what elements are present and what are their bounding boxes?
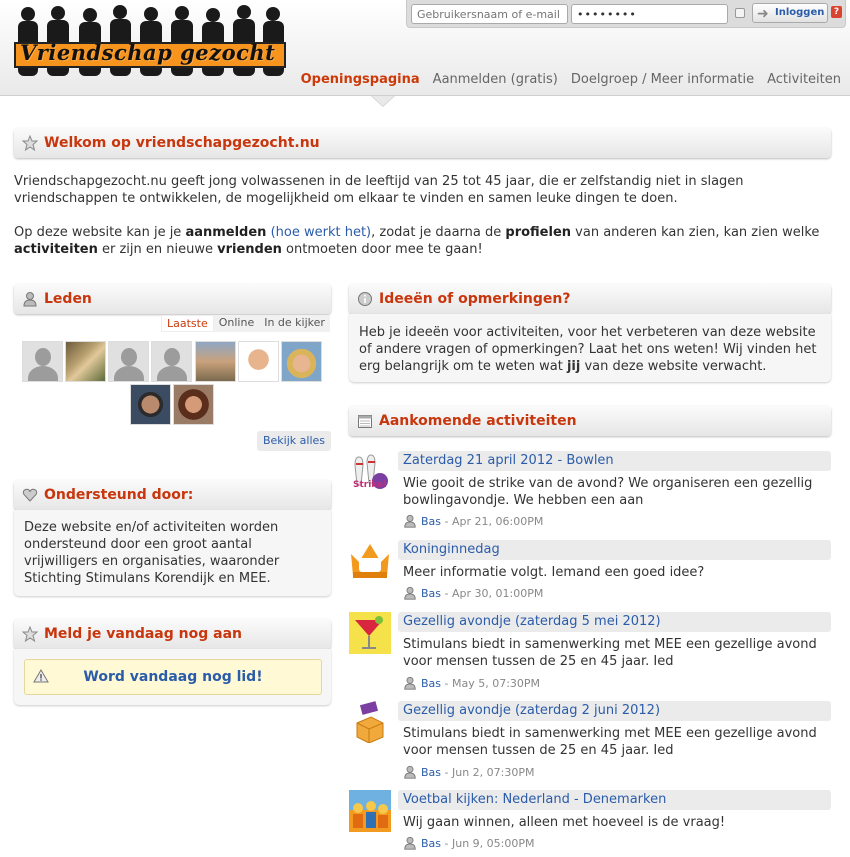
remember-checkbox[interactable] xyxy=(735,8,745,18)
calendar-icon xyxy=(357,413,373,429)
join-today-label: Word vandaag nog lid! xyxy=(83,669,263,685)
supported-title: Ondersteund door: xyxy=(44,487,194,503)
text: Heb je ideeën voor activiteiten, voor het verbeteren van deze website of andere vragen of opmerkingen? Laat het ons weten! Wij vinden het erg belangrijk om te weten wat xyxy=(359,325,817,374)
activity-title[interactable]: Gezellig avondje (zaterdag 2 juni 2012) xyxy=(398,701,831,721)
avatar[interactable] xyxy=(130,384,171,425)
activity-meta xyxy=(403,837,535,850)
star-icon xyxy=(22,626,38,642)
supported-box xyxy=(14,510,331,596)
signup-title: Meld je vandaag nog aan xyxy=(44,626,242,642)
activities-header xyxy=(349,406,831,436)
text: er zijn en nieuwe xyxy=(97,242,218,257)
activity-item xyxy=(349,701,831,781)
supported-text: Deze website en/of activiteiten worden ondersteund door een groot aantal vrijwilligers en organisaties, waaronder Stichting Stimulans Korendijk en MEE. xyxy=(24,520,280,586)
avatar[interactable] xyxy=(173,384,214,425)
activity-desc: Stimulans biedt in samenwerking met MEE een gezellige avond voor mensen tussen de 25 en 45 jaar. Ied xyxy=(403,726,817,758)
football-fans-icon xyxy=(349,790,391,832)
username-input[interactable] xyxy=(411,4,568,24)
signup-header xyxy=(14,619,331,649)
main-nav xyxy=(301,72,841,87)
activity-date: - May 5, 07:30PM xyxy=(441,677,541,690)
members-tabs xyxy=(161,315,330,332)
text: van anderen kan zien, kan zien welke xyxy=(571,225,820,240)
nav-pointer xyxy=(372,96,394,106)
help-icon[interactable]: ? xyxy=(831,6,842,18)
info-icon xyxy=(357,291,373,307)
activity-user-link[interactable]: Bas xyxy=(421,766,442,779)
activity-meta xyxy=(403,677,540,690)
text: van deze website verwacht. xyxy=(580,359,767,374)
avatar[interactable] xyxy=(22,341,63,382)
user-icon xyxy=(403,514,417,528)
nav-item-openingspagina[interactable]: Openingspagina xyxy=(300,72,420,87)
avatar[interactable] xyxy=(281,341,322,382)
activity-meta xyxy=(403,766,535,779)
login-button[interactable] xyxy=(752,3,828,23)
user-icon xyxy=(403,586,417,600)
members-header xyxy=(14,284,331,314)
text: , zodat je daarna de xyxy=(371,225,506,240)
avatar[interactable] xyxy=(65,341,106,382)
nav-item-doelgroep[interactable]: Doelgroep / Meer informatie xyxy=(570,72,755,87)
svg-text:Strike!: Strike! xyxy=(353,480,388,490)
activity-user-link[interactable]: Bas xyxy=(421,837,442,850)
user-icon xyxy=(403,836,417,850)
welcome-title: Welkom op vriendschapgezocht.nu xyxy=(44,135,320,151)
activity-desc: Meer informatie volgt. Iemand een goed idee? xyxy=(403,565,705,580)
activity-date: - Apr 21, 06:00PM xyxy=(441,515,544,528)
login-bar xyxy=(406,0,846,28)
bold-jij: jij xyxy=(566,359,581,374)
avatar[interactable] xyxy=(195,341,236,382)
text: ontmoeten door mee te gaan! xyxy=(281,242,483,257)
activity-user-link[interactable]: Bas xyxy=(421,515,442,528)
members-title: Leden xyxy=(44,291,92,307)
activity-item xyxy=(349,540,831,610)
bowling-icon xyxy=(349,451,391,493)
avatar[interactable] xyxy=(238,341,279,382)
activity-meta xyxy=(403,515,543,528)
tab-online[interactable]: Online xyxy=(214,315,259,332)
activity-user-link[interactable]: Bas xyxy=(421,677,442,690)
activity-title[interactable]: Gezellig avondje (zaterdag 5 mei 2012) xyxy=(398,612,831,632)
nav-item-aanmelden[interactable]: Aanmelden (gratis) xyxy=(432,72,558,87)
ideas-header xyxy=(349,284,831,314)
activity-date: - Jun 2, 07:30PM xyxy=(441,766,535,779)
activity-date: - Apr 30, 01:00PM xyxy=(441,587,544,600)
arrow-right-icon: ➜ xyxy=(757,6,769,22)
text: Op deze website kan je je xyxy=(14,225,186,240)
welcome-header xyxy=(14,128,831,158)
activity-user-link[interactable]: Bas xyxy=(421,587,442,600)
nav-item-activiteiten[interactable]: Activiteiten xyxy=(767,72,841,87)
activity-title[interactable]: Koninginnedag xyxy=(398,540,831,560)
how-it-works-link[interactable]: (hoe werkt het) xyxy=(270,225,372,240)
activity-desc: Stimulans biedt in samenwerking met MEE een gezellige avond voor mensen tussen de 25 en 45 jaar. Ied xyxy=(403,637,817,669)
bold-profielen: profielen xyxy=(505,225,572,240)
tab-laatste[interactable]: Laatste xyxy=(161,315,214,332)
user-icon xyxy=(22,291,38,307)
user-icon xyxy=(403,676,417,690)
crown-icon xyxy=(349,540,391,582)
bold-aanmelden: aanmelden xyxy=(185,225,267,240)
user-icon xyxy=(403,765,417,779)
ideas-title: Ideeën of opmerkingen? xyxy=(379,291,571,307)
activity-date: - Jun 9, 05:00PM xyxy=(441,837,535,850)
heart-icon xyxy=(22,487,38,503)
ideas-text xyxy=(359,324,821,375)
warning-icon xyxy=(33,669,49,683)
logo-text: Vriendschap gezocht xyxy=(20,40,276,65)
site-header xyxy=(0,0,850,96)
join-today-button[interactable] xyxy=(24,659,322,695)
activity-item xyxy=(349,451,831,531)
avatar[interactable] xyxy=(108,341,149,382)
ideas-box xyxy=(349,314,831,382)
activity-meta xyxy=(403,587,543,600)
activities-title: Aankomende activiteiten xyxy=(379,413,577,429)
password-input[interactable] xyxy=(571,4,728,24)
activity-title[interactable]: Voetbal kijken: Nederland - Denemarken xyxy=(398,790,831,810)
activity-item xyxy=(349,790,831,852)
welcome-paragraph-1: Vriendschapgezocht.nu geeft jong volwassenen in de leeftijd van 25 tot 45 jaar, die er zelfstandig niet in slagen vriendschappen te ontwikkelen, de mogelijkheid om elkaar te vinden en samen leuke dingen te doen. xyxy=(14,174,744,206)
site-logo[interactable] xyxy=(14,4,289,80)
bold-vrienden: vrienden xyxy=(217,242,282,257)
activity-desc: Wie gooit de strike van de avond? We organiseren een gezellig bowlingavondje. We hebben een aan xyxy=(403,476,813,508)
activity-desc: Wij gaan winnen, alleen met hoeveel is de vraag! xyxy=(403,815,726,830)
login-button-label: Inloggen xyxy=(775,7,825,18)
welcome-text xyxy=(14,173,832,275)
bold-activiteiten: activiteiten xyxy=(14,242,98,257)
view-all-members-button[interactable]: Bekijk alles xyxy=(257,431,331,451)
cocktail-icon xyxy=(349,612,391,654)
activity-title[interactable]: Zaterdag 21 april 2012 - Bowlen xyxy=(398,451,831,471)
activity-item xyxy=(349,612,831,692)
tab-in-de-kijker[interactable]: In de kijker xyxy=(259,315,330,332)
avatar[interactable] xyxy=(151,341,192,382)
star-icon xyxy=(22,135,38,151)
supported-header xyxy=(14,480,331,510)
gift-box-icon xyxy=(349,701,391,743)
welcome-paragraph-2 xyxy=(14,224,832,258)
